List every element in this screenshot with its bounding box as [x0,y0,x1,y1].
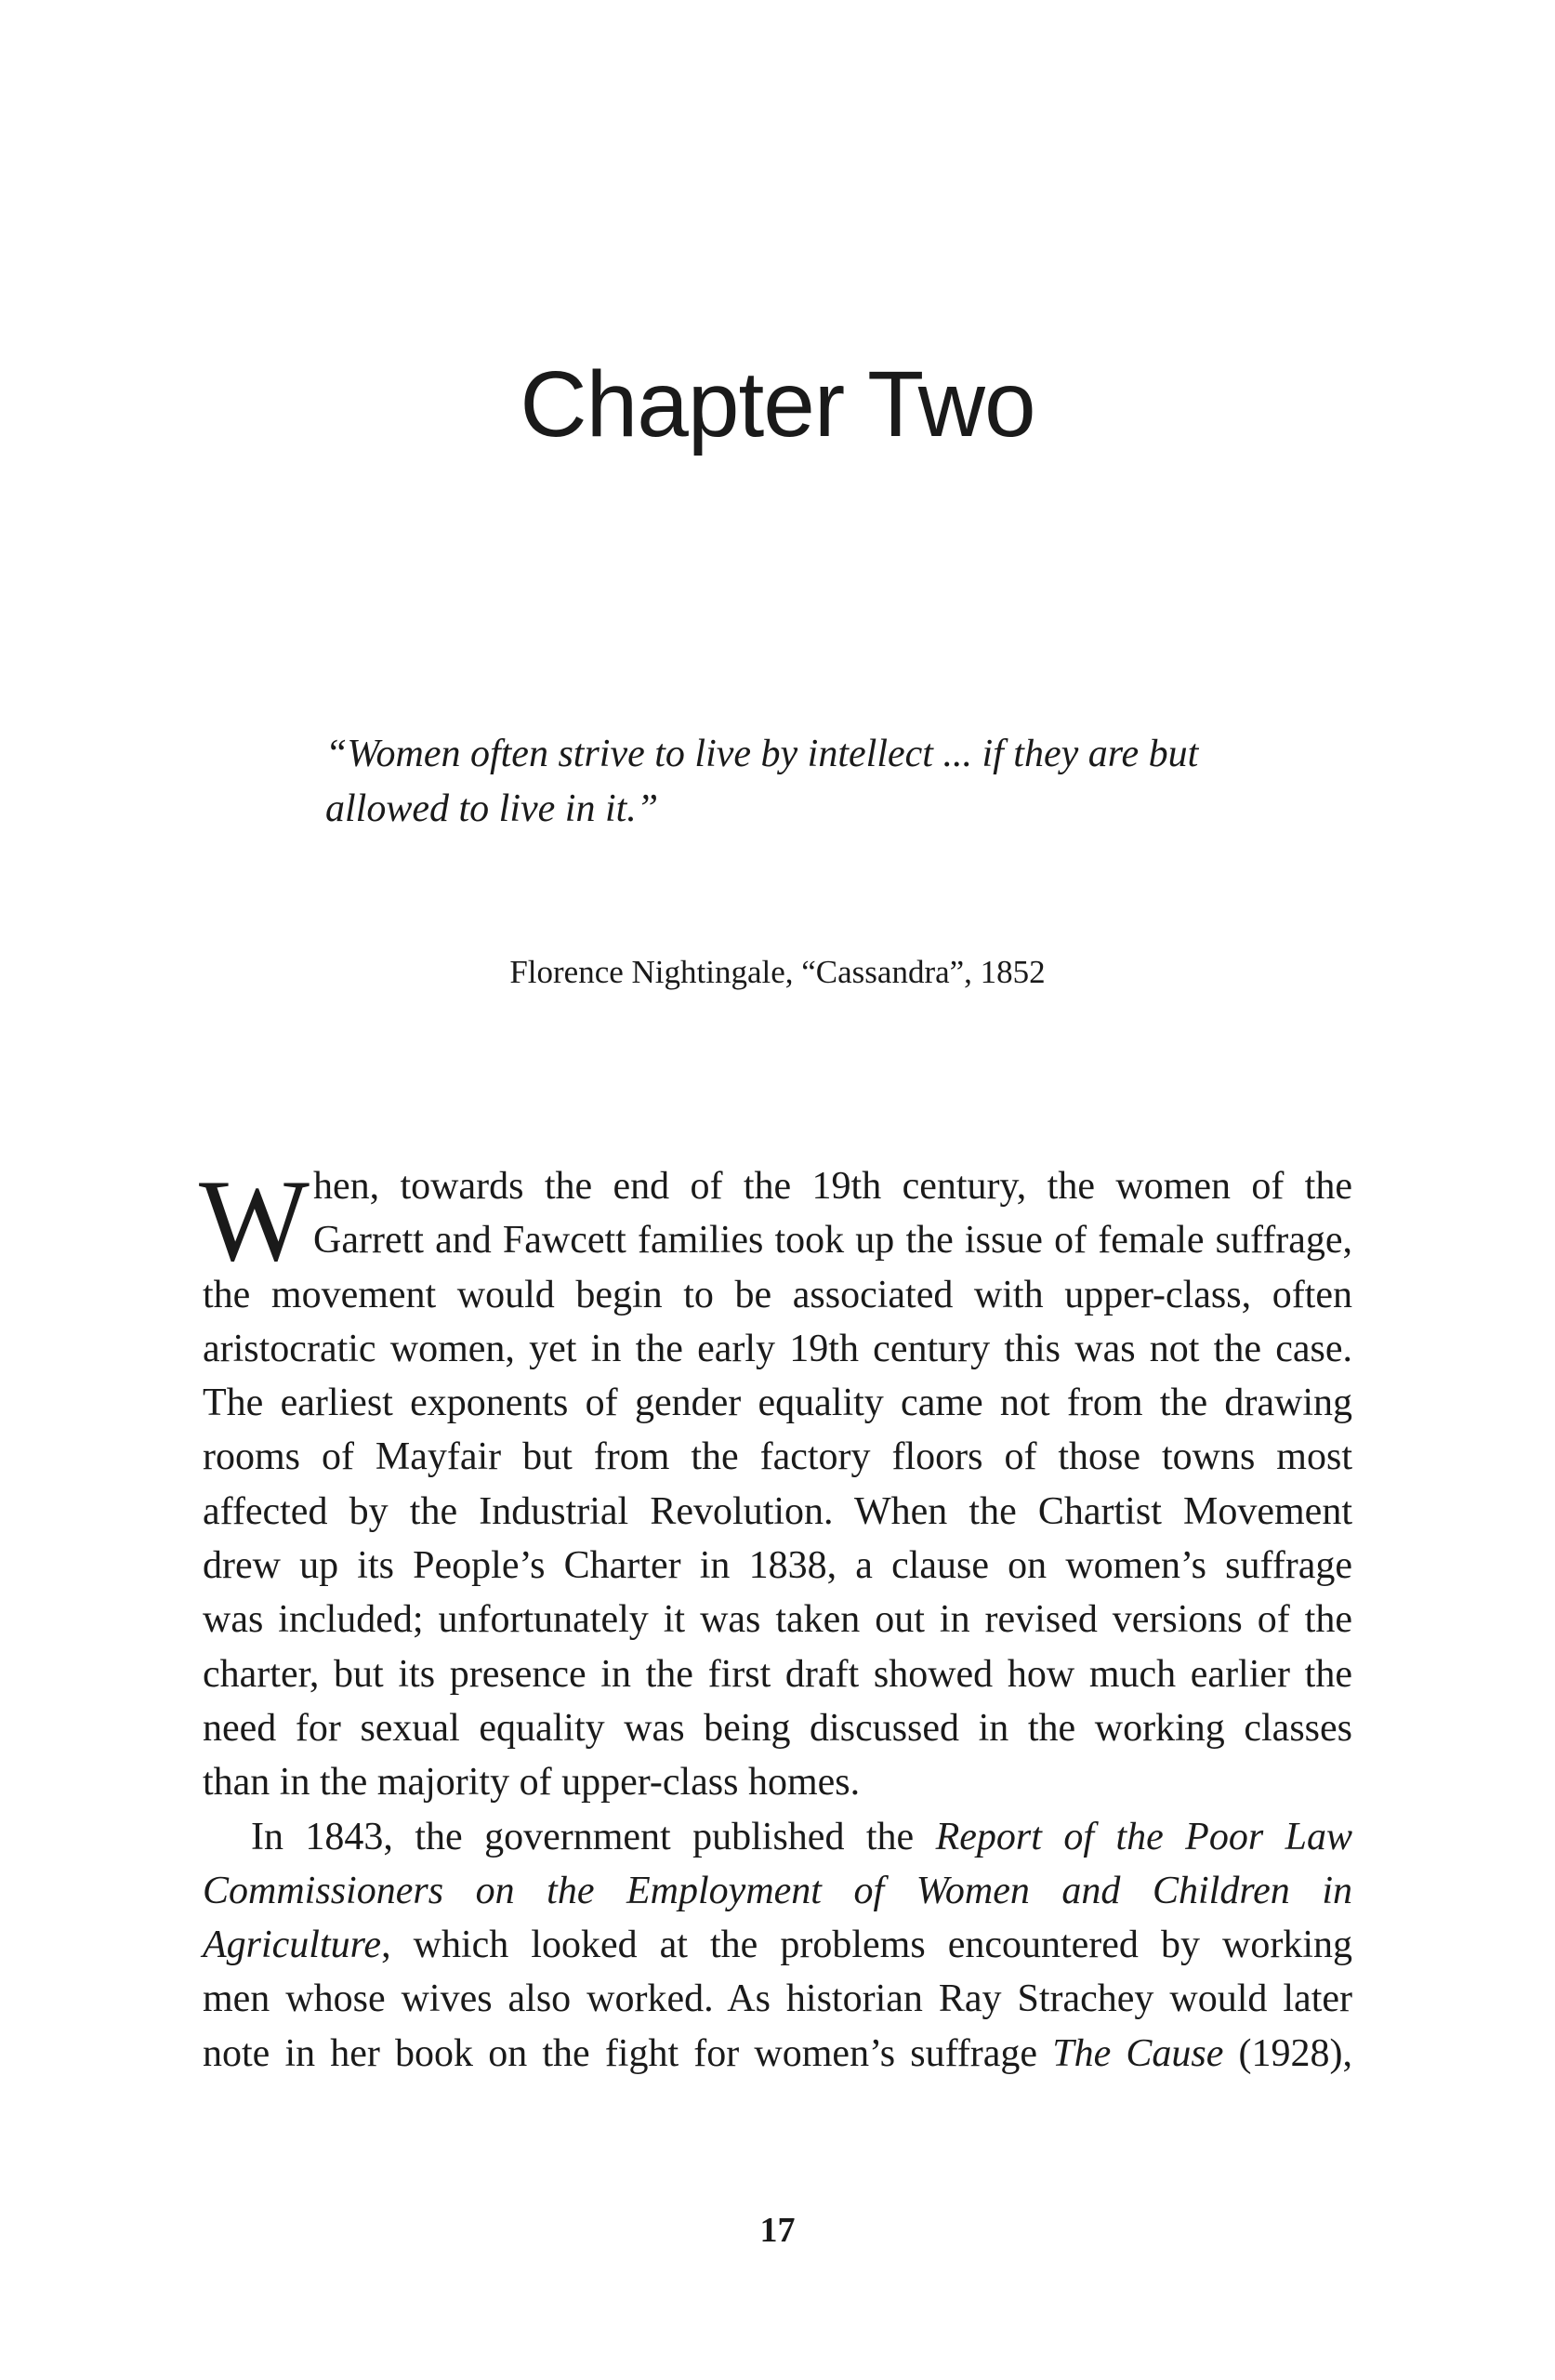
drop-cap: W [199,1157,310,1286]
text-line [203,1810,1352,1864]
text-line: than in the majority of upper-class homes. [203,1761,861,1805]
text-line: drew up its People’s Charter in 1838, a clause on women’s suffrage [203,1544,1352,1588]
text-line: aristocratic women, yet in the early 19th century this was not the case. [203,1327,1352,1370]
book-title-italic: Agriculture [203,1924,382,1967]
book-title-italic: The Cause [1052,2031,1224,2075]
text-run: note in her book on the fight for women’s suffrage [203,2031,1053,2075]
text-line: men whose wives also worked. As historian Ray Strachey would later [203,1977,1352,2021]
chapter-title: Chapter Two [520,352,1035,456]
text-line: need for sexual equality was being discussed in the working classes [203,1706,1352,1750]
text-line [203,1864,1352,1918]
text-run: , which looked at the problems encountered by working [381,1924,1352,1967]
text-line: The earliest exponents of gender equality came not from the drawing [203,1382,1352,1425]
body-text [199,1157,1352,2081]
text-line: rooms of Mayfair but from the factory floors of those towns most [203,1435,1352,1479]
text-line: charter, but its presence in the first draft showed how much earlier the [203,1652,1352,1696]
epigraph-line: “Women often strive to live by intellect ... if they are but [325,733,1199,775]
text-line: was included; unfortunately it was taken out in revised versions of the [203,1598,1352,1642]
epigraph-line: allowed to live in it.” [325,787,659,830]
text-line [203,2027,1352,2081]
epigraph-quote [325,727,1255,837]
epigraph-attribution: Florence Nightingale, “Cassandra”, 1852 [509,954,1046,990]
text-line: the movement would begin to be associated with upper-class, often [203,1273,1352,1316]
text-line: affected by the Industrial Revolution. When the Chartist Movement [203,1489,1352,1533]
text-line: Garrett and Fawcett families took up the issue of female suffrage, [313,1219,1352,1263]
book-title-italic: Report of the Poor Law [935,1815,1352,1858]
book-title-italic: Commissioners on the Employment of Women and Children in [203,1869,1352,1912]
text-run: (1928), [1223,2031,1352,2075]
text-line: hen, towards the end of the 19th century, the women of the [313,1165,1352,1208]
page-number: 17 [759,2211,796,2250]
text-run: In 1843, the government published the [251,1815,936,1858]
text-line [203,1918,1352,1972]
